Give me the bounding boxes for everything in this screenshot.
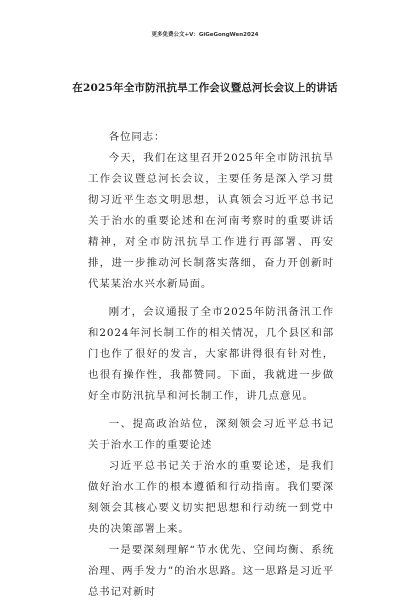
section-heading-1: 一、提高政治站位，深刻领会习近平总书记关于治水工作的重要论述 [88,418,334,451]
paragraph-opening: 今天，我们在这里召开2025年全市防汛抗旱工作会议暨总河长会议，主要任务是深入学习贯彻习近平生态文明思想，认真领会习近平总书记关于治水的重要论述和在河南考察时的重要讲话精神，对全市防汛抗旱工作进行再部署、再安排，进一步推动河长制落实落细，奋力开创新时代某某治水兴水新局面。 [88,152,334,290]
document-title: 在2025年全市防汛抗旱工作会议暨总河长会议上的讲话 [72,82,338,94]
paragraph-guidance: 习近平总书记关于治水的重要论述，是我们做好治水工作的根本遵循和行动指南。我们要深刻领会其核心要义切实把思想和行动统一到党中央的决策部署上来。 [88,460,334,535]
header-note: 更多免费公文+V：GiGeGongWen2024 [151,32,259,38]
paragraph-point-1: 一是要深刻理解“节水优先、空间均衡、系统治理、两手发力”的治水思路。这一思路是习近平总书记对新时 [88,544,334,598]
salutation: 各位同志： [108,131,166,143]
document-body [88,127,334,603]
paragraph-meeting-summary: 刚才，会议通报了全市2025年防汛备汛工作和2024年河长制工作的相关情况，几个县区和部门也作了很好的发言，大家都讲得很有针对性，也很有操作性，我都赞同。下面，我就进一步做好全市防汛抗旱和河长制工作，讲几点意见。 [88,306,334,402]
